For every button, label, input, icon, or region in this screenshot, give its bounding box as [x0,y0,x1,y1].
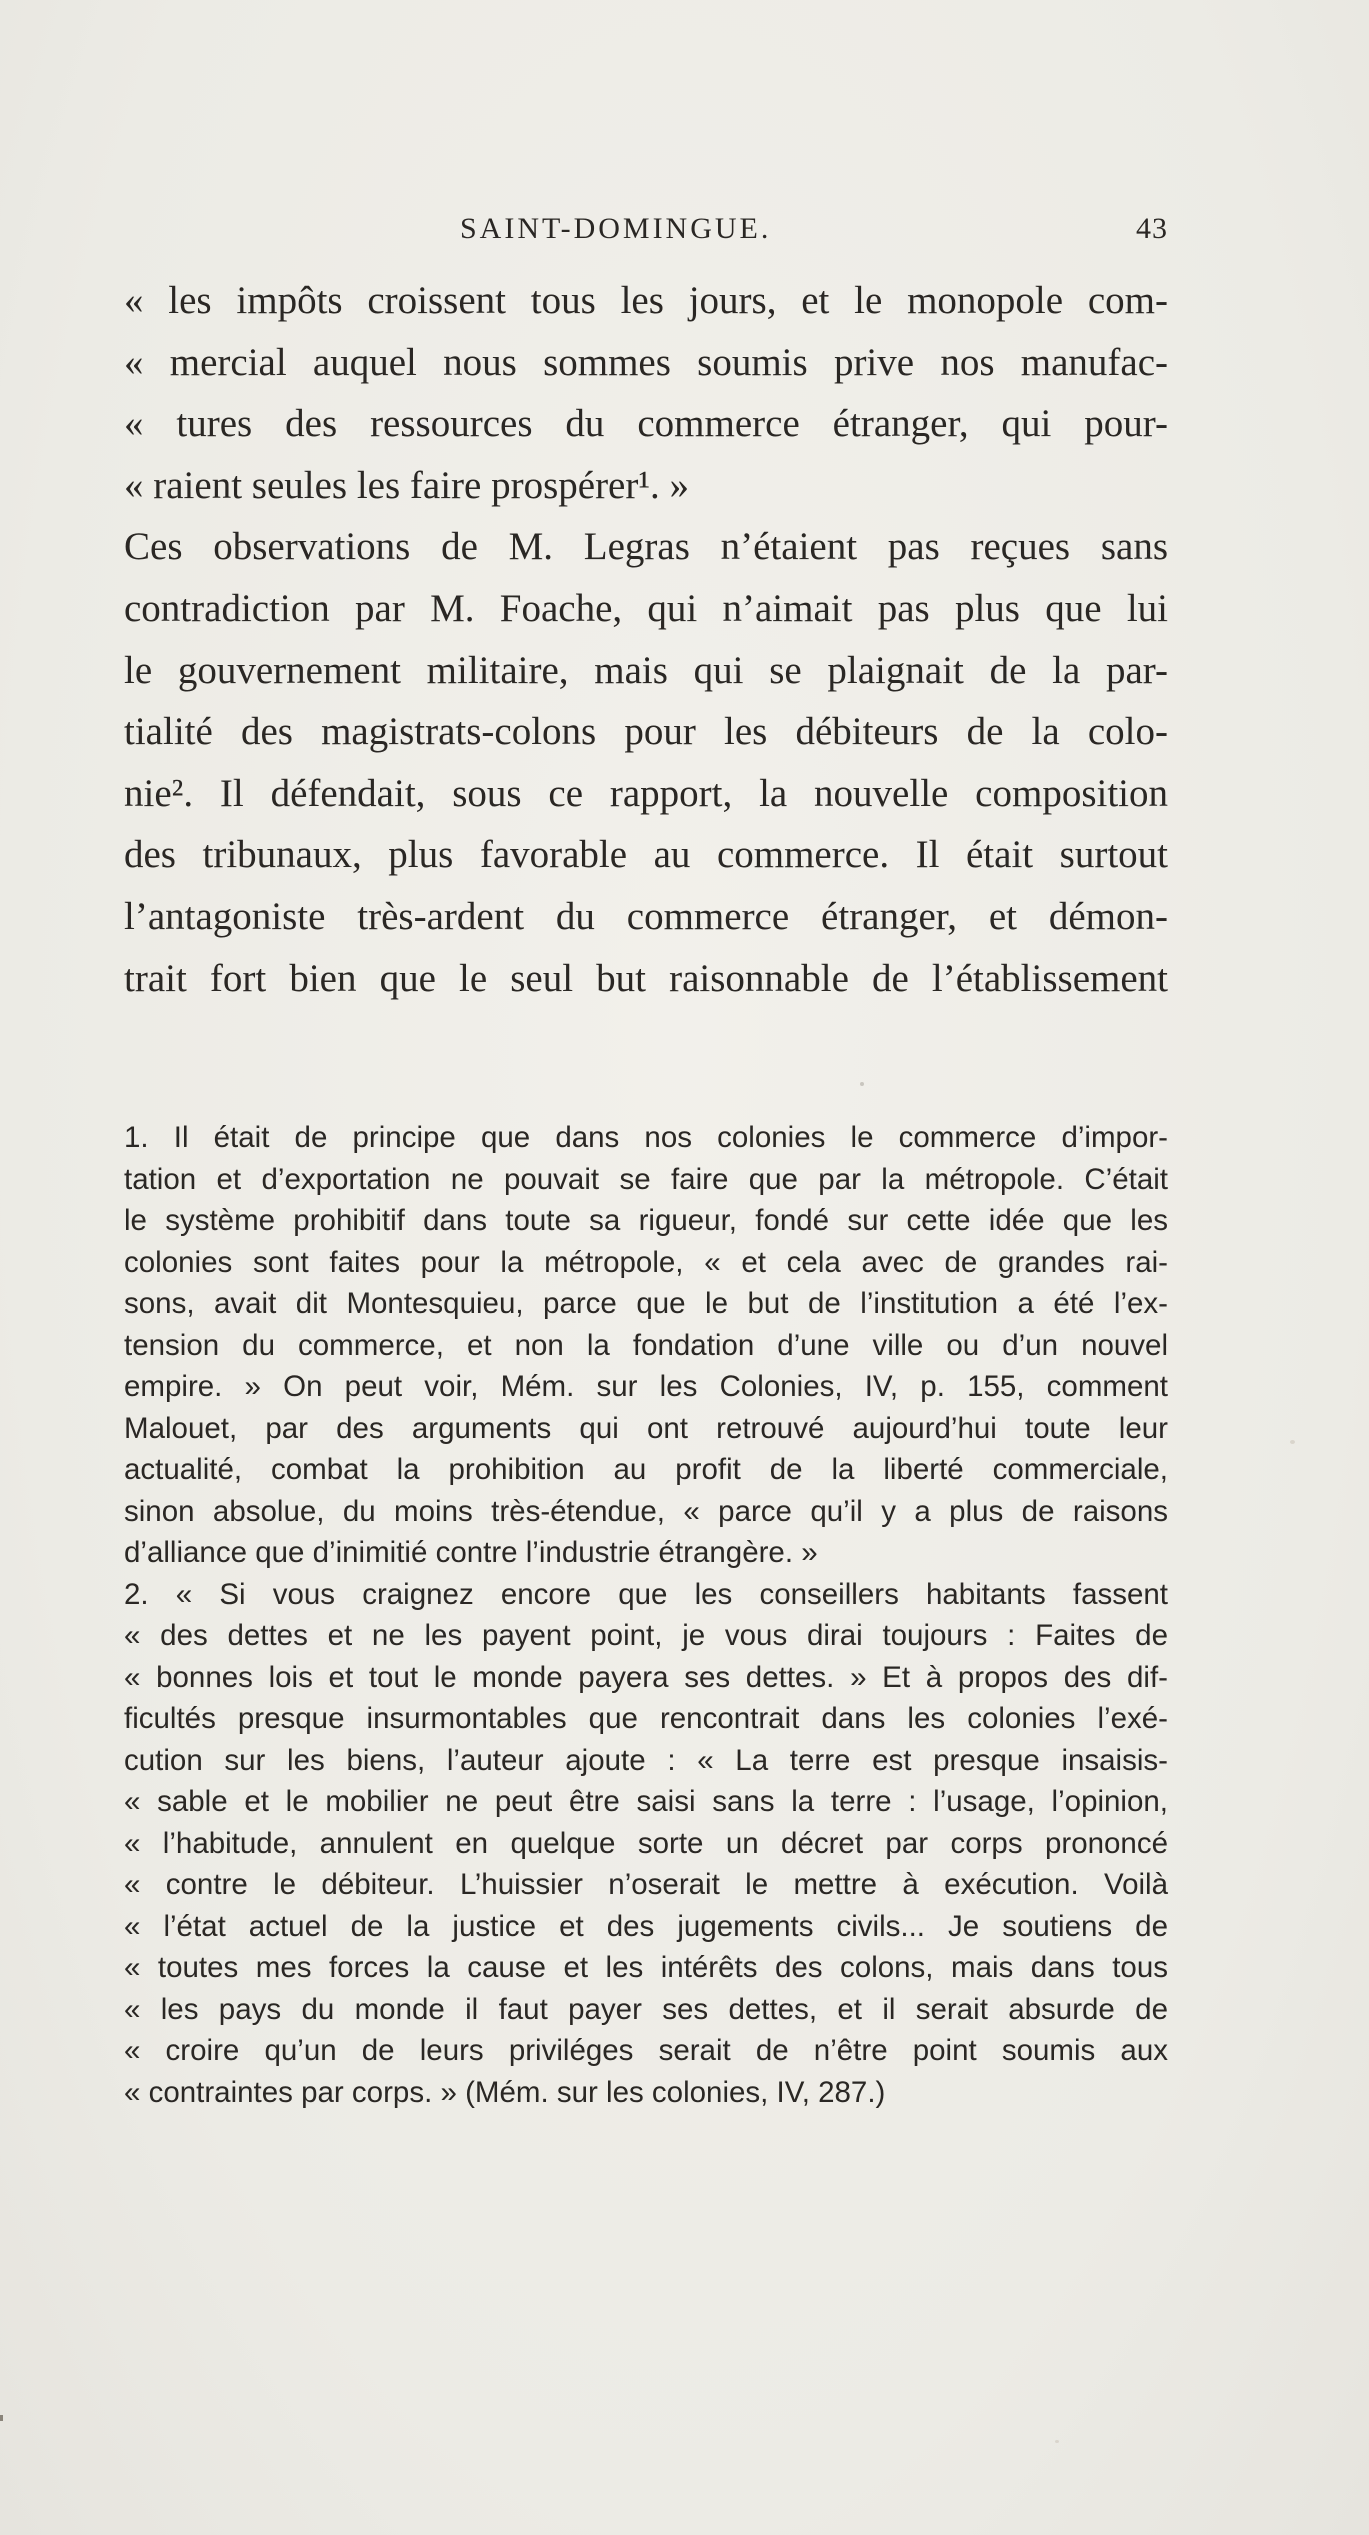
text-line: le gouvernement militaire, mais qui se plaignait de la par- [124,648,1168,692]
footnote-2 [124,1574,1168,2114]
page-edge-mark [0,2415,3,2421]
text-line: contradiction par M. Foache, qui n’aimait pas plus que lui [124,586,1168,630]
footnote-line: « toutes mes forces la cause et les intérêts des colons, mais dans tous [124,1951,1168,1984]
separator-dot [860,1082,864,1086]
footnote-line: ficultés presque insurmontables que rencontrait dans les colonies l’exé- [124,1702,1168,1735]
footnote-line: empire. » On peut voir, Mém. sur les Colonies, IV, p. 155, comment [124,1370,1168,1403]
running-header [130,212,1168,256]
footnote-line: le système prohibitif dans toute sa rigueur, fondé sur cette idée que les [124,1204,1168,1237]
footnote-line: « contre le débiteur. L’huissier n’oserait le mettre à exécution. Voilà [124,1868,1168,1901]
footnote-line: Malouet, par des arguments qui ont retrouvé aujourd’hui toute leur [124,1411,1168,1445]
page-number: 43 [1136,212,1168,245]
footnote-line: tation et d’exportation ne pouvait se faire que par la métropole. C’était [124,1162,1168,1196]
text-line: « les impôts croissent tous les jours, et le monopole com- [124,279,1168,322]
footnote-line: « croire qu’un de leurs priviléges serait de n’être point soumis aux [124,2034,1168,2067]
footnote-line: 1. Il était de principe que dans nos colonies le commerce d’impor- [124,1121,1168,1154]
footnote-line: cution sur les biens, l’auteur ajoute : « La terre est presque insaisis- [124,1743,1168,1777]
footnote-line: « des dettes et ne les payent point, je vous dirai toujours : Faites de [124,1619,1168,1652]
footnotes [124,1117,1168,2113]
footnote-line: tension du commerce, et non la fondation d’une ville ou d’un nouvel [124,1328,1168,1362]
footnote-line: sons, avait dit Montesquieu, parce que le but de l’institution a été l’ex- [124,1287,1168,1320]
footnote-line: « bonnes lois et tout le monde payera ses dettes. » Et à propos des dif- [124,1660,1168,1694]
footnote-1 [124,1117,1168,1574]
running-title: SAINT-DOMINGUE. [460,212,772,245]
text-line: Ces observations de M. Legras n’étaient pas reçues sans [124,525,1168,569]
footnote-line: « les pays du monde il faut payer ses dettes, et il serait absurde de [124,1992,1168,2026]
paper-stain [1290,1440,1295,1444]
footnote-line: « l’habitude, annulent en quelque sorte un décret par corps prononcé [124,1826,1168,1860]
footnote-line: d’alliance que d’inimitié contre l’industrie étrangère. » [124,1536,818,1569]
text-line: nie². Il défendait, sous ce rapport, la nouvelle composition [124,771,1168,815]
footnote-line: actualité, combat la prohibition au profit de la liberté commerciale, [124,1453,1168,1486]
text-line: « raient seules les faire prospérer¹. » [124,463,690,507]
footnote-line: « l’état actuel de la justice et des jugements civils... Je soutiens de [124,1909,1168,1943]
footnote-line: 2. « Si vous craignez encore que les conseillers habitants fassent [124,1577,1168,1611]
footnote-line: colonies sont faites pour la métropole, « et cela avec de grandes rai- [124,1245,1168,1279]
footnote-line: « contraintes par corps. » (Mém. sur les colonies, IV, 287.) [124,2075,886,2109]
text-line: des tribunaux, plus favorable au commerce. Il était surtout [124,833,1168,877]
footnote-line: « sable et le mobilier ne peut être saisi sans la terre : l’usage, l’opinion, [124,1785,1168,1818]
text-line: « mercial auquel nous sommes soumis prive nos manufac- [124,340,1168,384]
text-line: l’antagoniste très-ardent du commerce étranger, et démon- [124,894,1168,938]
main-text [124,270,1168,1009]
text-line: « tures des ressources du commerce étranger, qui pour- [124,402,1168,446]
text-line: tialité des magistrats-colons pour les débiteurs de la colo- [124,710,1168,754]
text-line: trait fort bien que le seul but raisonnable de l’établissement [124,956,1168,1000]
footnote-line: sinon absolue, du moins très-étendue, « parce qu’il y a plus de raisons [124,1494,1168,1528]
paper-stain [1055,2440,1059,2443]
